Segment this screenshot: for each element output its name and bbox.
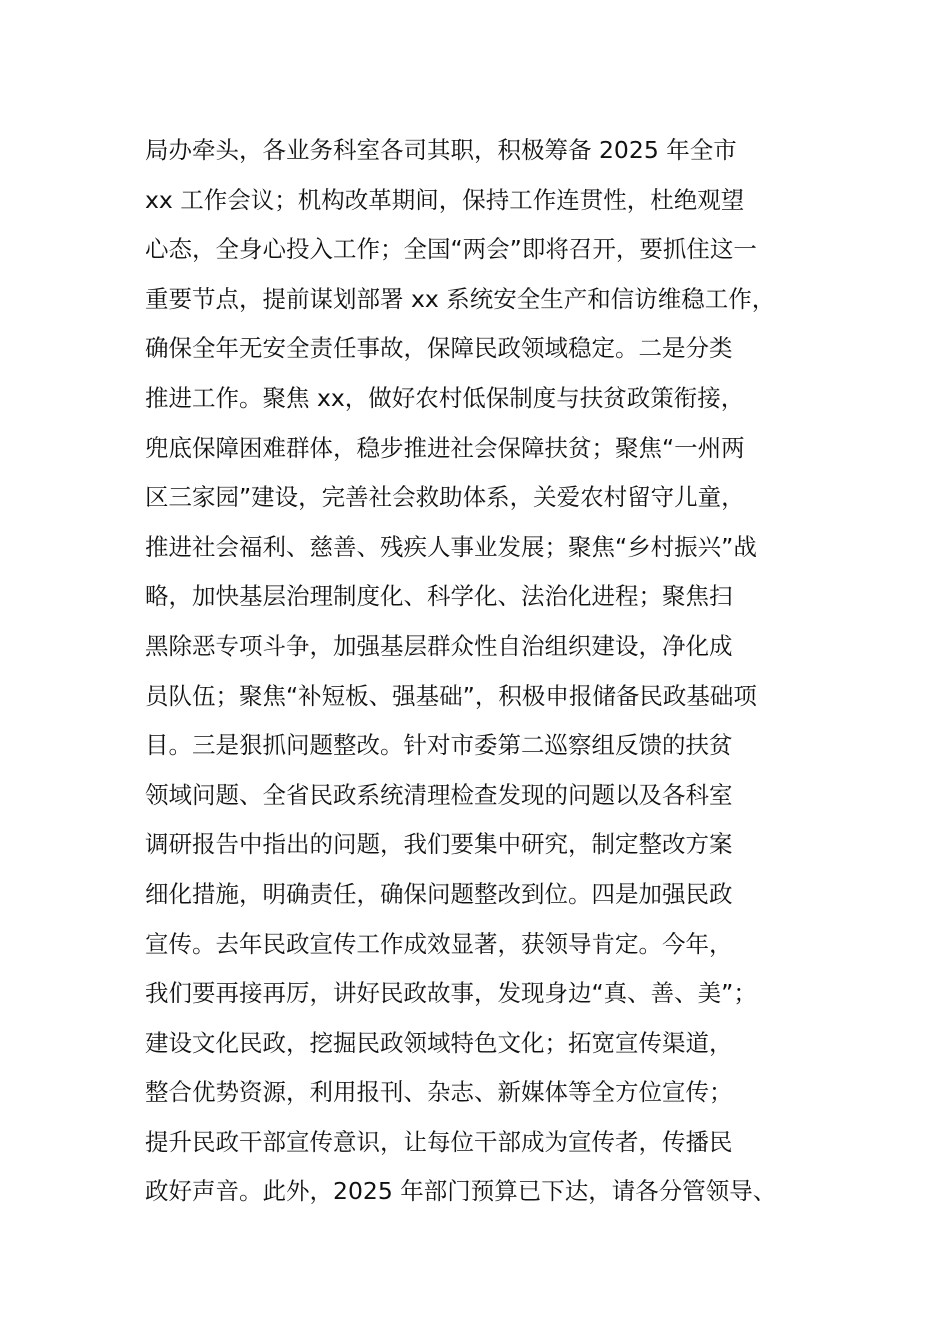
text-line: 员队伍；聚焦“补短板、强基础”，积极申报储备民政基础项 — [145, 681, 757, 710]
text-line: 区三家园”建设，完善社会救助体系，关爱农村留守儿童， — [145, 483, 745, 512]
text-line: 宣传。去年民政宣传工作成效显著，获领导肯定。今年， — [145, 929, 733, 958]
text-line: 政好声音。此外，2025 年部门预算已下达，请各分管领导、 — [145, 1177, 777, 1206]
text-line: 目。三是狠抓问题整改。针对市委第二巡察组反馈的扶贫 — [145, 731, 733, 760]
text-line: 推进社会福利、慈善、残疾人事业发展；聚焦“乡村振兴”战 — [145, 532, 757, 561]
text-line: xx 工作会议；机构改革期间，保持工作连贯性，杜绝观望 — [145, 185, 745, 214]
text-line: 推进工作。聚焦 xx，做好农村低保制度与扶贫政策衔接， — [145, 383, 745, 412]
text-line: 细化措施，明确责任，确保问题整改到位。四是加强民政 — [145, 879, 733, 908]
text-line: 建设文化民政，挖掘民政领域特色文化；拓宽宣传渠道， — [145, 1028, 733, 1057]
text-line: 局办牵头，各业务科室各司其职，积极筹备 2025 年全市 — [145, 136, 737, 164]
text-line: 调研报告中指出的问题，我们要集中研究，制定整改方案 — [145, 830, 733, 859]
text-line: 重要节点，提前谋划部署 xx 系统安全生产和信访维稳工作， — [145, 284, 776, 313]
text-line: 黑除恶专项斗争，加强基层群众性自治组织建设，净化成 — [145, 631, 733, 660]
text-line: 整合优势资源，利用报刊、杂志、新媒体等全方位宣传； — [145, 1078, 733, 1107]
text-line: 确保全年无安全责任事故，保障民政领域稳定。二是分类 — [145, 334, 733, 363]
text-line: 领域问题、全省民政系统清理检查发现的问题以及各科室 — [145, 780, 733, 809]
text-line: 提升民政干部宣传意识，让每位干部成为宣传者，传播民 — [145, 1127, 733, 1156]
body-text — [145, 126, 845, 1217]
text-line: 我们要再接再厉，讲好民政故事，发现身边“真、善、美”； — [145, 979, 757, 1008]
text-line: 兜底保障困难群体，稳步推进社会保障扶贫；聚焦“一州两 — [145, 433, 745, 462]
text-line: 心态，全身心投入工作；全国“两会”即将召开，要抓住这一 — [145, 235, 757, 264]
text-line: 略，加快基层治理制度化、科学化、法治化进程；聚焦扫 — [145, 582, 733, 611]
